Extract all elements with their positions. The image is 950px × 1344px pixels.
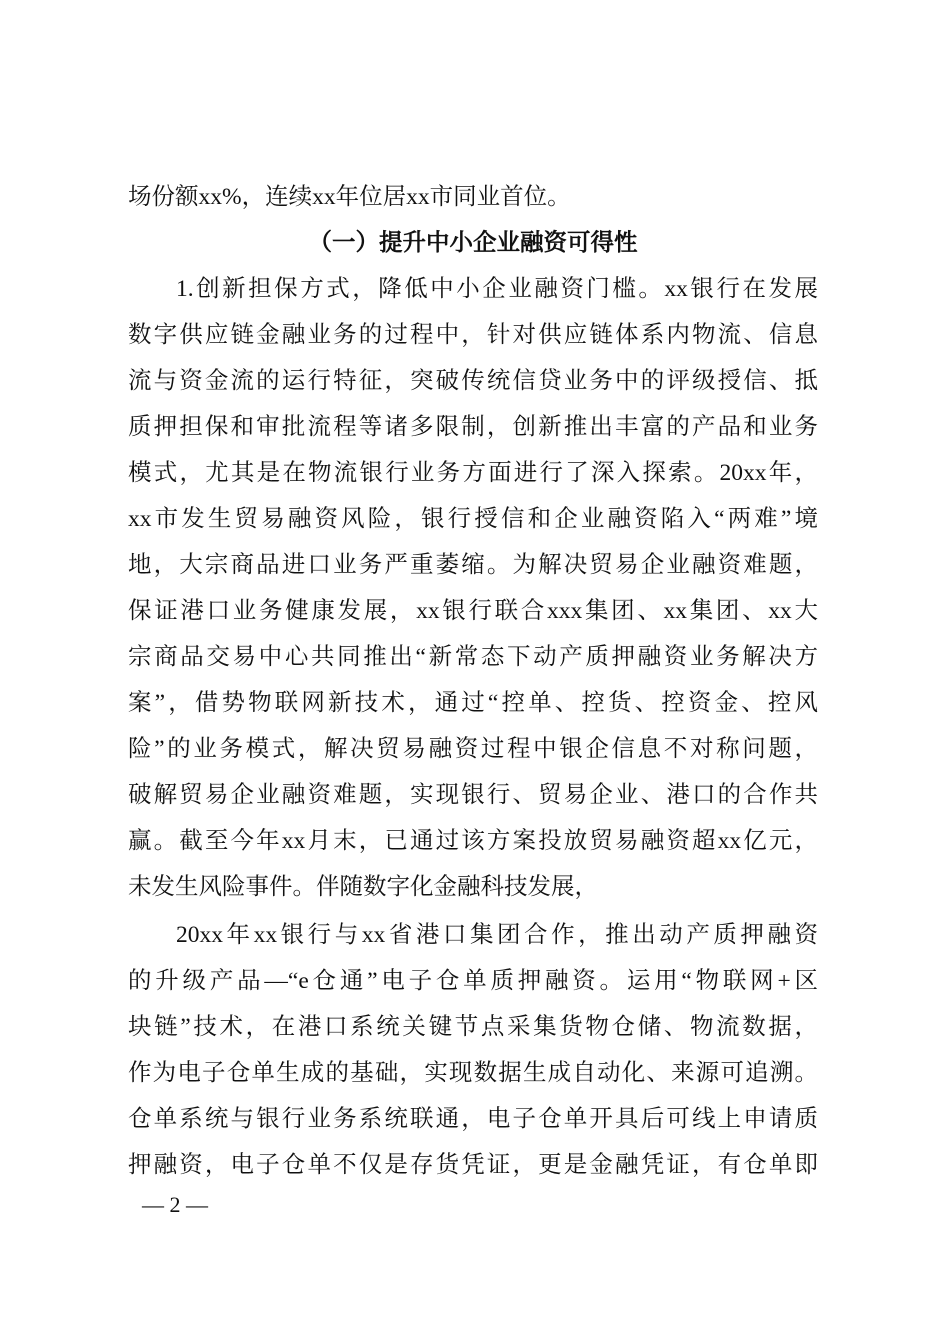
text-line: 块链”技术，在港口系统关键节点采集货物仓储、物流数据， <box>128 1014 818 1040</box>
text-line: 押融资，电子仓单不仅是存货凭证，更是金融凭证，有仓单即 <box>128 1152 818 1178</box>
text-line: 破解贸易企业融资难题，实现银行、贸易企业、港口的合作共 <box>128 782 818 808</box>
text-line: 20xx年xx银行与xx省港口集团合作，推出动产质押融资 <box>176 922 818 948</box>
text-line: 流与资金流的运行特征，突破传统信贷业务中的评级授信、抵 <box>128 368 818 394</box>
section-heading: （一）提升中小企业融资可得性 <box>308 230 638 256</box>
text-line: 案”，借势物联网新技术，通过“控单、控货、控资金、控风 <box>128 690 818 716</box>
text-line: 保证港口业务健康发展，xx银行联合xxx集团、xx集团、xx大 <box>128 598 818 624</box>
page-number: — 2 — <box>142 1192 208 1217</box>
text-line: 的升级产品—“e仓通”电子仓单质押融资。运用“物联网+区 <box>128 968 818 994</box>
text-line: 赢。截至今年xx月末，已通过该方案投放贸易融资超xx亿元， <box>128 828 818 854</box>
text-line: 模式，尤其是在物流银行业务方面进行了深入探索。20xx年， <box>128 460 818 486</box>
text-line: xx市发生贸易融资风险，银行授信和企业融资陷入“两难”境 <box>128 506 818 532</box>
text-line: 仓单系统与银行业务系统联通，电子仓单开具后可线上申请质 <box>128 1106 818 1132</box>
text-line: 1.创新担保方式，降低中小企业融资门槛。xx银行在发展 <box>176 276 818 302</box>
text-line: 场份额xx%，连续xx年位居xx市同业首位。 <box>128 184 571 210</box>
text-line: 未发生风险事件。伴随数字化金融科技发展， <box>128 874 598 900</box>
text-line: 险”的业务模式，解决贸易融资过程中银企信息不对称问题， <box>128 736 818 762</box>
text-line: 数字供应链金融业务的过程中，针对供应链体系内物流、信息 <box>128 322 818 348</box>
text-line: 作为电子仓单生成的基础，实现数据生成自动化、来源可追溯。 <box>128 1060 818 1086</box>
text-line: 宗商品交易中心共同推出“新常态下动产质押融资业务解决方 <box>128 644 818 670</box>
text-line: 地，大宗商品进口业务严重萎缩。为解决贸易企业融资难题， <box>128 552 818 578</box>
text-line: 质押担保和审批流程等诸多限制，创新推出丰富的产品和业务 <box>128 414 818 440</box>
